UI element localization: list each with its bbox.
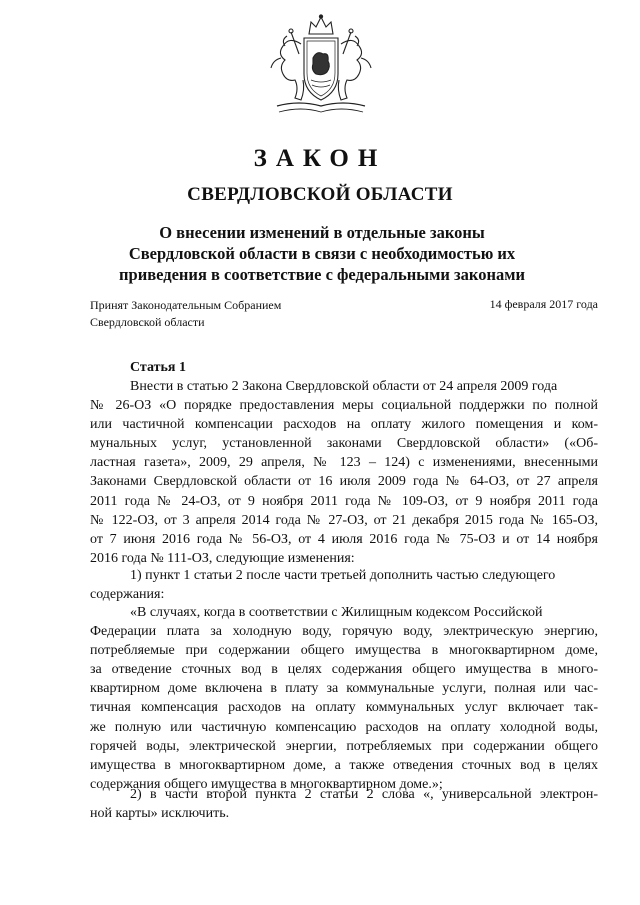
text-line: ной карты» исключить.	[90, 806, 230, 822]
item-2-paragraph	[90, 785, 598, 823]
adoption-date: 14 февраля 2017 года	[489, 297, 598, 311]
document-type-title: ЗАКОН	[253, 145, 387, 172]
text-line: содержания общего имущества в многоквартирном доме.»;	[90, 776, 443, 792]
adoption-note	[90, 297, 281, 331]
adoption-line: Свердловской области	[90, 315, 205, 329]
text-line: горячей воды, электрической энергии, потребляемых при содержании общего	[90, 738, 598, 754]
text-line: или частичной компенсации расходов на оплату жилого помещения и ком-	[90, 417, 598, 433]
text-line: ластная газета», 2009, 29 апреля, № 123 – 124) с изменениями, внесенными	[90, 455, 598, 471]
text-line: 2011 года № 24-ОЗ, от 9 ноября 2011 года № 109-ОЗ, от 9 ноября 2011 года	[90, 493, 598, 509]
text-line: Внести в статью 2 Закона Свердловской области от 24 апреля 2009 года	[130, 379, 558, 394]
law-title-line: приведения в соответствие с федеральными законами	[119, 265, 525, 284]
text-line: Федерации плата за холодную воду, горячую воду, электрическую энергию,	[90, 624, 598, 640]
text-line: «В случаях, когда в соответствии с Жилищным кодексом Российской	[130, 605, 543, 620]
text-line: потребляемые при содержании общего имущества в многоквартирном доме,	[90, 643, 598, 659]
text-line: Законами Свердловской области от 16 июля 2009 года № 64-ОЗ, от 27 апреля	[90, 474, 598, 490]
text-line: 1) пункт 1 статьи 2 после части третьей дополнить частью следующего	[130, 568, 556, 583]
article-heading: Статья 1	[130, 360, 186, 375]
law-title-line: О внесении изменений в отдельные законы	[159, 223, 485, 242]
text-line: квартирном доме включена в плату за коммунальные услуги, полная или час-	[90, 681, 598, 697]
text-line: имущества в многоквартирном доме, а также отведения сточных вод в целях	[90, 757, 598, 773]
law-title-line: Свердловской области в связи с необходимостью их	[128, 244, 516, 263]
quoted-amendment-paragraph	[90, 603, 598, 794]
text-line: тичная компенсация расходов на оплату коммунальных услуг включает так-	[90, 700, 598, 716]
text-line: 2) в части второй пункта 2 статьи 2 слова «, универсальной электрон-	[130, 787, 598, 802]
text-line: № 26-ОЗ «О порядке предоставления меры социальной поддержки по полной	[90, 398, 598, 414]
region-title: СВЕРДЛОВСКОЙ ОБЛАСТИ	[187, 184, 453, 205]
article-intro-paragraph	[90, 377, 598, 568]
text-line: 2016 года № 111-ОЗ, следующие изменения:	[90, 550, 355, 566]
text-line: содержания:	[90, 587, 165, 603]
text-line: от 7 июня 2016 года № 56-ОЗ, от 4 июля 2016 года № 75-ОЗ и от 14 ноября	[90, 531, 598, 547]
text-line: же полную или частичную компенсацию расходов на оплату холодной воды,	[90, 719, 598, 735]
adoption-line: Принят Законодательным Собранием	[90, 298, 282, 312]
text-line: мунальных услуг, установленной законами Свердловской области» («Об-	[90, 436, 598, 452]
law-title	[80, 222, 564, 285]
coat-of-arms-icon	[259, 14, 383, 120]
text-line: № 122-ОЗ, от 3 апреля 2014 года № 27-ОЗ, от 21 декабря 2015 года № 165-ОЗ,	[90, 512, 598, 528]
item-1-paragraph	[90, 566, 598, 604]
text-line: за отведение сточных вод в целях содержания общего имущества в много-	[90, 662, 598, 678]
